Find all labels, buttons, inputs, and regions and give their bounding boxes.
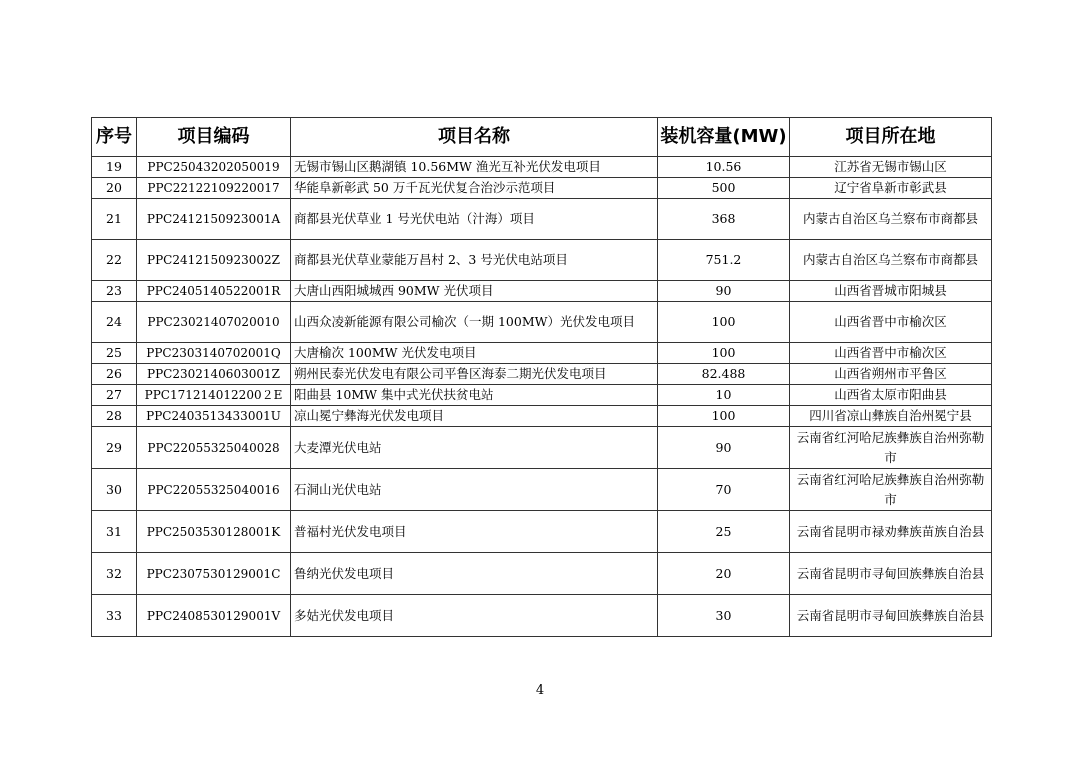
table-row bbox=[92, 281, 992, 302]
row-name: 商都县光伏草业蒙能万昌村 2、3 号光伏电站项目 bbox=[291, 240, 658, 281]
header-name: 项目名称 bbox=[291, 118, 658, 157]
table-row bbox=[92, 595, 992, 637]
table-row bbox=[92, 469, 992, 511]
row-code: PPC2412150923001A bbox=[137, 199, 291, 240]
row-name: 朔州民泰光伏发电有限公司平鲁区海泰二期光伏发电项目 bbox=[291, 364, 658, 385]
row-capacity: 25 bbox=[658, 511, 790, 553]
table-row bbox=[92, 385, 992, 406]
table-row bbox=[92, 364, 992, 385]
row-code: PPC2503530128001K bbox=[137, 511, 291, 553]
row-name: 多姑光伏发电项目 bbox=[291, 595, 658, 637]
header-location: 项目所在地 bbox=[790, 118, 992, 157]
row-capacity: 100 bbox=[658, 343, 790, 364]
row-index: 27 bbox=[92, 385, 137, 406]
table-row bbox=[92, 199, 992, 240]
row-location: 四川省凉山彝族自治州冕宁县 bbox=[790, 406, 992, 427]
table-row bbox=[92, 427, 992, 469]
row-location: 内蒙古自治区乌兰察布市商都县 bbox=[790, 199, 992, 240]
row-capacity: 20 bbox=[658, 553, 790, 595]
row-index: 22 bbox=[92, 240, 137, 281]
row-index: 20 bbox=[92, 178, 137, 199]
row-index: 30 bbox=[92, 469, 137, 511]
header-index: 序号 bbox=[92, 118, 137, 157]
row-capacity: 70 bbox=[658, 469, 790, 511]
row-code: PPC2302140603001Z bbox=[137, 364, 291, 385]
row-name: 普福村光伏发电项目 bbox=[291, 511, 658, 553]
row-name: 大麦潭光伏电站 bbox=[291, 427, 658, 469]
row-location: 山西省朔州市平鲁区 bbox=[790, 364, 992, 385]
row-location: 内蒙古自治区乌兰察布市商都县 bbox=[790, 240, 992, 281]
row-name: 鲁纳光伏发电项目 bbox=[291, 553, 658, 595]
row-capacity: 10.56 bbox=[658, 157, 790, 178]
row-capacity: 90 bbox=[658, 281, 790, 302]
table-row bbox=[92, 157, 992, 178]
row-capacity: 100 bbox=[658, 406, 790, 427]
row-capacity: 30 bbox=[658, 595, 790, 637]
project-table bbox=[91, 117, 992, 637]
row-location: 云南省昆明市寻甸回族彝族自治县 bbox=[790, 553, 992, 595]
row-location: 云南省昆明市寻甸回族彝族自治县 bbox=[790, 595, 992, 637]
row-capacity: 82.488 bbox=[658, 364, 790, 385]
row-capacity: 500 bbox=[658, 178, 790, 199]
row-name: 阳曲县 10MW 集中式光伏扶贫电站 bbox=[291, 385, 658, 406]
table-row bbox=[92, 302, 992, 343]
row-index: 26 bbox=[92, 364, 137, 385]
row-capacity: 90 bbox=[658, 427, 790, 469]
row-index: 25 bbox=[92, 343, 137, 364]
row-location: 云南省红河哈尼族彝族自治州弥勒市 bbox=[790, 427, 992, 469]
row-code: PPC2405140522001R bbox=[137, 281, 291, 302]
header-code: 项目编码 bbox=[137, 118, 291, 157]
row-name: 大唐榆次 100MW 光伏发电项目 bbox=[291, 343, 658, 364]
row-code: PPC22055325040016 bbox=[137, 469, 291, 511]
row-code: PPC2408530129001V bbox=[137, 595, 291, 637]
row-code: PPC22122109220017 bbox=[137, 178, 291, 199]
row-code: PPC2303140702001Q bbox=[137, 343, 291, 364]
row-index: 29 bbox=[92, 427, 137, 469]
row-index: 23 bbox=[92, 281, 137, 302]
row-location: 山西省太原市阳曲县 bbox=[790, 385, 992, 406]
row-code: PPC2412150923002Z bbox=[137, 240, 291, 281]
row-index: 32 bbox=[92, 553, 137, 595]
row-capacity: 368 bbox=[658, 199, 790, 240]
row-code: PPC22055325040028 bbox=[137, 427, 291, 469]
header-capacity: 装机容量(MW) bbox=[658, 118, 790, 157]
row-name: 大唐山西阳城城西 90MW 光伏项目 bbox=[291, 281, 658, 302]
row-index: 24 bbox=[92, 302, 137, 343]
row-name: 华能阜新彰武 50 万千瓦光伏复合治沙示范项目 bbox=[291, 178, 658, 199]
row-index: 31 bbox=[92, 511, 137, 553]
row-location: 山西省晋中市榆次区 bbox=[790, 302, 992, 343]
table-row bbox=[92, 240, 992, 281]
row-name: 山西众凌新能源有限公司榆次（一期 100MW）光伏发电项目 bbox=[291, 302, 658, 343]
row-location: 辽宁省阜新市彰武县 bbox=[790, 178, 992, 199]
table-row bbox=[92, 343, 992, 364]
row-capacity: 100 bbox=[658, 302, 790, 343]
row-location: 山西省晋城市阳城县 bbox=[790, 281, 992, 302]
row-location: 云南省昆明市禄劝彝族苗族自治县 bbox=[790, 511, 992, 553]
table-row bbox=[92, 511, 992, 553]
row-name: 石洞山光伏电站 bbox=[291, 469, 658, 511]
row-code: PPC171214012200２E bbox=[137, 385, 291, 406]
row-code: PPC2403513433001U bbox=[137, 406, 291, 427]
row-location: 江苏省无锡市锡山区 bbox=[790, 157, 992, 178]
page-number: 4 bbox=[535, 683, 545, 698]
table-header-row bbox=[92, 118, 992, 157]
row-index: 33 bbox=[92, 595, 137, 637]
table-row bbox=[92, 553, 992, 595]
row-capacity: 751.2 bbox=[658, 240, 790, 281]
row-code: PPC25043202050019 bbox=[137, 157, 291, 178]
row-code: PPC2307530129001C bbox=[137, 553, 291, 595]
table-row bbox=[92, 178, 992, 199]
row-capacity: 10 bbox=[658, 385, 790, 406]
row-name: 无锡市锡山区鹅湖镇 10.56MW 渔光互补光伏发电项目 bbox=[291, 157, 658, 178]
row-index: 28 bbox=[92, 406, 137, 427]
row-name: 商都县光伏草业 1 号光伏电站（汁海）项目 bbox=[291, 199, 658, 240]
row-code: PPC23021407020010 bbox=[137, 302, 291, 343]
row-index: 21 bbox=[92, 199, 137, 240]
row-location: 云南省红河哈尼族彝族自治州弥勒市 bbox=[790, 469, 992, 511]
row-index: 19 bbox=[92, 157, 137, 178]
row-location: 山西省晋中市榆次区 bbox=[790, 343, 992, 364]
table-row bbox=[92, 406, 992, 427]
row-name: 凉山冕宁彝海光伏发电项目 bbox=[291, 406, 658, 427]
